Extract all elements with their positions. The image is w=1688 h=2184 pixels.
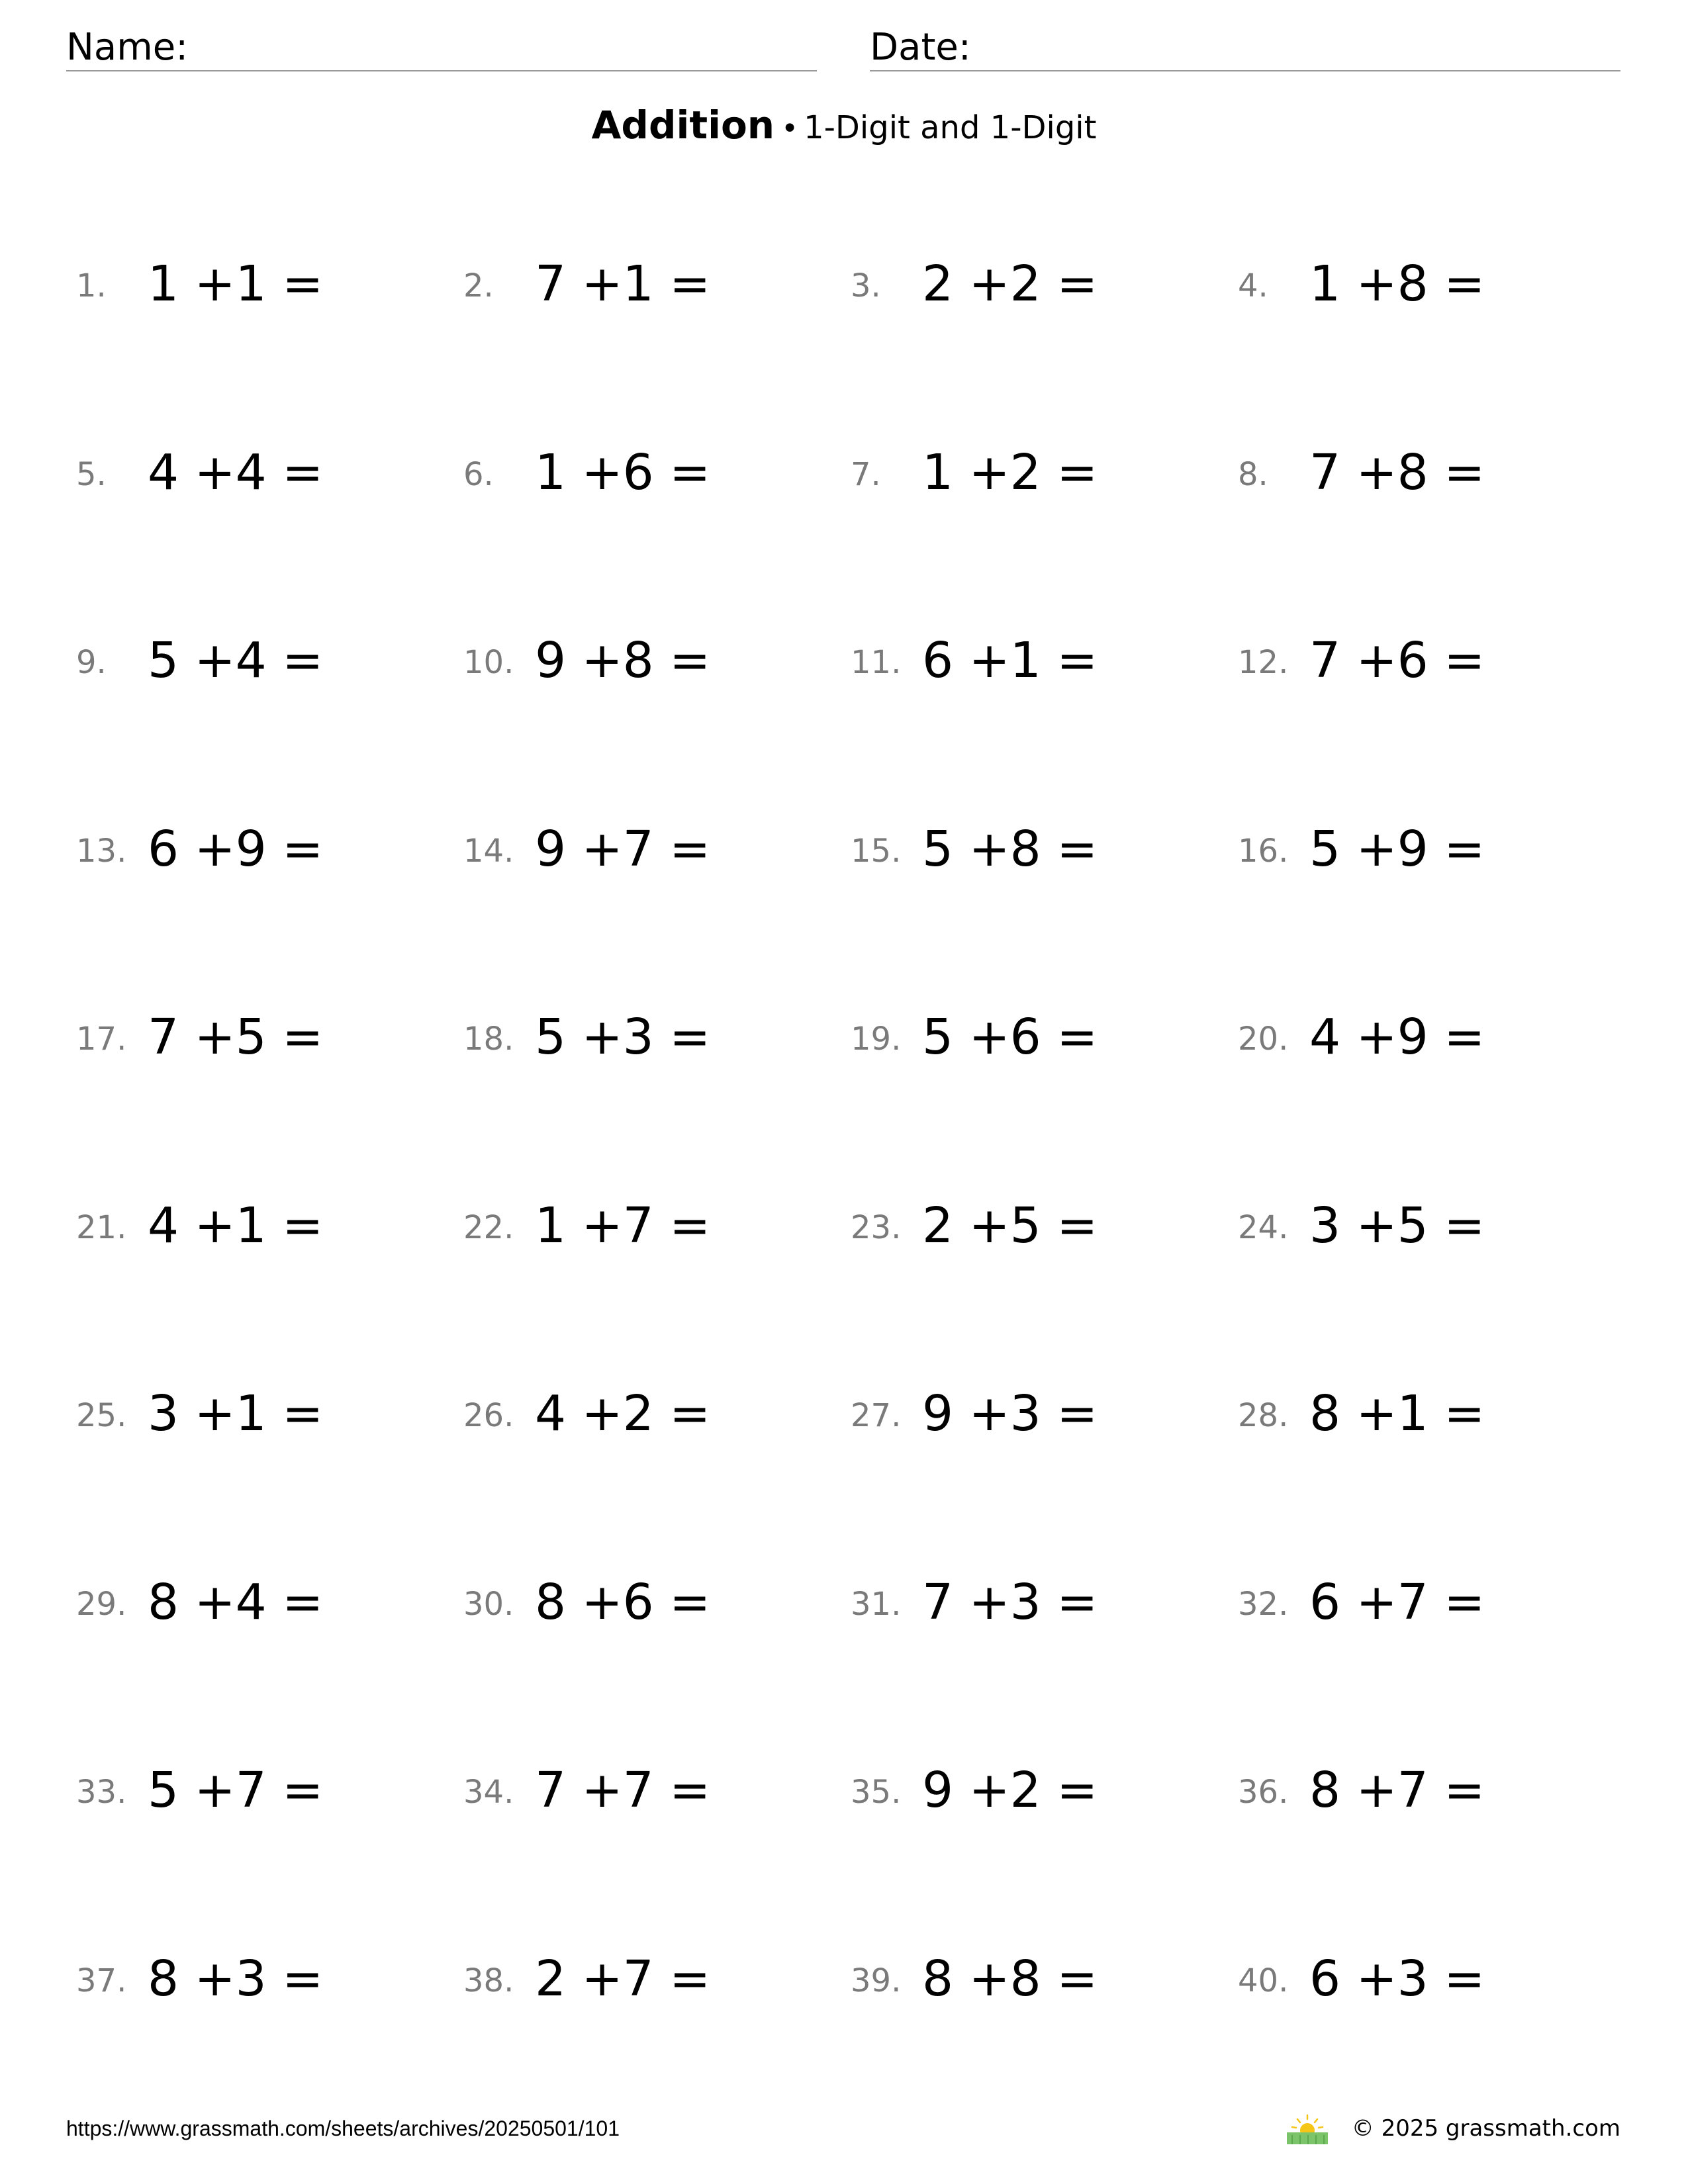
problem-number: 18. (463, 1021, 514, 1058)
problem-number: 19. (851, 1021, 902, 1058)
addend-a: 7 (535, 255, 567, 312)
addend-b: 9 (235, 821, 267, 878)
problem-number: 39. (851, 1962, 902, 1999)
addend-b: 2 (622, 1385, 654, 1442)
worksheet-title (0, 103, 1688, 148)
addend-b: 4 (235, 632, 267, 689)
plus-sign: + (581, 1009, 623, 1066)
problem-expression (535, 255, 711, 312)
addend-b: 1 (622, 255, 654, 312)
addend-b: 5 (235, 1009, 267, 1066)
addend-b: 7 (622, 821, 654, 878)
equals-sign: = (1056, 1950, 1098, 2007)
addend-b: 6 (622, 444, 654, 501)
problem-expression (535, 1385, 711, 1442)
problem-expression (1309, 255, 1485, 312)
plus-sign: + (194, 1197, 236, 1254)
addend-b: 2 (1009, 255, 1041, 312)
problem-expression (1309, 1574, 1485, 1631)
plus-sign: + (1356, 821, 1397, 878)
plus-sign: + (194, 1574, 236, 1631)
plus-sign: + (581, 1762, 623, 1819)
problem-expression (1309, 1385, 1485, 1442)
problem-number: 13. (76, 833, 127, 870)
problem-number: 32. (1238, 1586, 1289, 1623)
problem-number: 33. (76, 1774, 127, 1811)
problem-number: 10. (463, 644, 514, 681)
name-field[interactable] (66, 19, 817, 71)
problem-expression (1309, 1762, 1485, 1819)
addend-a: 7 (1309, 632, 1341, 689)
problem-number: 35. (851, 1774, 902, 1811)
equals-sign: = (1056, 444, 1098, 501)
problem-number: 20. (1238, 1021, 1289, 1058)
plus-sign: + (194, 632, 236, 689)
addend-a: 3 (1309, 1197, 1341, 1254)
plus-sign: + (194, 1385, 236, 1442)
equals-sign: = (1056, 1385, 1098, 1442)
addend-b: 3 (235, 1950, 267, 2007)
plus-sign: + (1356, 444, 1397, 501)
problem-expression (148, 255, 324, 312)
date-field[interactable] (870, 19, 1620, 71)
equals-sign: = (1444, 444, 1485, 501)
problem-number: 8. (1238, 456, 1268, 493)
problem-number: 9. (76, 644, 107, 681)
problem-expression (148, 1762, 324, 1819)
problem-expression (922, 632, 1098, 689)
addend-b: 7 (235, 1762, 267, 1819)
plus-sign: + (968, 444, 1010, 501)
addend-b: 6 (1397, 632, 1429, 689)
addend-b: 5 (1009, 1197, 1041, 1254)
problem-expression (148, 1950, 324, 2007)
addend-a: 8 (535, 1574, 567, 1631)
equals-sign: = (1444, 1009, 1485, 1066)
addend-a: 7 (535, 1762, 567, 1819)
addend-b: 7 (1397, 1574, 1429, 1631)
equals-sign: = (1056, 1762, 1098, 1819)
problem-expression (922, 1762, 1098, 1819)
plus-sign: + (1356, 1197, 1397, 1254)
plus-sign: + (581, 1950, 623, 2007)
addend-a: 1 (535, 444, 567, 501)
addend-a: 4 (1309, 1009, 1341, 1066)
addend-a: 6 (922, 632, 954, 689)
problem-number: 17. (76, 1021, 127, 1058)
addend-b: 6 (622, 1574, 654, 1631)
equals-sign: = (669, 1950, 711, 2007)
problem-number: 15. (851, 833, 902, 870)
equals-sign: = (282, 632, 324, 689)
addend-b: 8 (1397, 255, 1429, 312)
addend-b: 9 (1397, 1009, 1429, 1066)
problem-expression (922, 821, 1098, 878)
problem-number: 22. (463, 1209, 514, 1246)
equals-sign: = (1444, 821, 1485, 878)
plus-sign: + (194, 821, 236, 878)
addend-b: 8 (1397, 444, 1429, 501)
addend-a: 6 (1309, 1574, 1341, 1631)
problem-number: 5. (76, 456, 107, 493)
problem-expression (535, 821, 711, 878)
addend-a: 9 (535, 632, 567, 689)
addend-a: 8 (1309, 1762, 1341, 1819)
plus-sign: + (581, 1197, 623, 1254)
addend-b: 8 (1009, 821, 1041, 878)
plus-sign: + (968, 255, 1010, 312)
equals-sign: = (282, 1950, 324, 2007)
addend-a: 5 (148, 632, 179, 689)
problem-expression (535, 1009, 711, 1066)
equals-sign: = (282, 1574, 324, 1631)
addend-a: 5 (922, 821, 954, 878)
footer-brand (1286, 2113, 1620, 2144)
problem-number: 36. (1238, 1774, 1289, 1811)
equals-sign: = (1056, 1197, 1098, 1254)
problem-expression (922, 1385, 1098, 1442)
addend-b: 4 (235, 1574, 267, 1631)
problem-number: 31. (851, 1586, 902, 1623)
addend-b: 2 (1009, 444, 1041, 501)
equals-sign: = (1056, 1009, 1098, 1066)
problem-expression (922, 1574, 1098, 1631)
plus-sign: + (194, 255, 236, 312)
equals-sign: = (1444, 632, 1485, 689)
problem-expression (535, 632, 711, 689)
equals-sign: = (1444, 1574, 1485, 1631)
plus-sign: + (1356, 1950, 1397, 2007)
equals-sign: = (282, 255, 324, 312)
problem-expression (535, 1574, 711, 1631)
plus-sign: + (194, 444, 236, 501)
problem-number: 1. (76, 267, 107, 304)
addend-b: 7 (622, 1197, 654, 1254)
addend-a: 9 (922, 1385, 954, 1442)
problem-expression (922, 255, 1098, 312)
footer-url: https://www.grassmath.com/sheets/archives/20250501/101 (66, 2116, 620, 2140)
equals-sign: = (1444, 1950, 1485, 2007)
addend-a: 2 (535, 1950, 567, 2007)
addend-b: 6 (1009, 1009, 1041, 1066)
date-label: Date: (870, 26, 971, 69)
equals-sign: = (282, 444, 324, 501)
plus-sign: + (194, 1950, 236, 2007)
problem-expression (148, 444, 324, 501)
addend-a: 8 (148, 1574, 179, 1631)
problem-number: 26. (463, 1397, 514, 1434)
addend-a: 5 (148, 1762, 179, 1819)
equals-sign: = (282, 1762, 324, 1819)
addend-b: 7 (622, 1950, 654, 2007)
equals-sign: = (669, 821, 711, 878)
addend-a: 9 (535, 821, 567, 878)
addend-b: 3 (1009, 1574, 1041, 1631)
problem-expression (922, 1197, 1098, 1254)
plus-sign: + (581, 821, 623, 878)
problem-number: 2. (463, 267, 494, 304)
problem-expression (148, 1197, 324, 1254)
addend-a: 2 (922, 255, 954, 312)
problem-number: 6. (463, 456, 494, 493)
plus-sign: + (1356, 255, 1397, 312)
addend-a: 5 (1309, 821, 1341, 878)
problem-number: 7. (851, 456, 881, 493)
problem-number: 4. (1238, 267, 1268, 304)
equals-sign: = (282, 1009, 324, 1066)
problem-number: 37. (76, 1962, 127, 1999)
equals-sign: = (1056, 632, 1098, 689)
equals-sign: = (1056, 255, 1098, 312)
addend-a: 4 (148, 444, 179, 501)
addend-a: 6 (148, 821, 179, 878)
plus-sign: + (968, 1762, 1010, 1819)
equals-sign: = (1444, 1385, 1485, 1442)
equals-sign: = (669, 255, 711, 312)
problem-expression (1309, 444, 1485, 501)
addend-b: 5 (1397, 1197, 1429, 1254)
addend-b: 1 (1009, 632, 1041, 689)
title-separator: • (781, 112, 799, 146)
problem-expression (148, 1574, 324, 1631)
plus-sign: + (581, 1574, 623, 1631)
addend-b: 1 (235, 255, 267, 312)
plus-sign: + (581, 632, 623, 689)
addend-a: 1 (922, 444, 954, 501)
plus-sign: + (968, 1950, 1010, 2007)
addend-a: 1 (1309, 255, 1341, 312)
addend-b: 1 (235, 1385, 267, 1442)
plus-sign: + (581, 255, 623, 312)
equals-sign: = (669, 1009, 711, 1066)
problem-expression (922, 444, 1098, 501)
addend-a: 7 (922, 1574, 954, 1631)
addend-a: 9 (922, 1762, 954, 1819)
plus-sign: + (581, 1385, 623, 1442)
addend-a: 1 (148, 255, 179, 312)
problem-expression (1309, 1950, 1485, 2007)
addend-b: 3 (1397, 1950, 1429, 2007)
name-label: Name: (66, 26, 189, 69)
addend-a: 2 (922, 1197, 954, 1254)
problem-number: 23. (851, 1209, 902, 1246)
title-main: Addition (591, 103, 775, 148)
addend-b: 7 (1397, 1762, 1429, 1819)
title-subtitle: 1-Digit and 1-Digit (804, 109, 1097, 146)
problem-number: 3. (851, 267, 881, 304)
problem-expression (535, 1950, 711, 2007)
problem-expression (535, 1197, 711, 1254)
plus-sign: + (968, 632, 1010, 689)
addend-b: 1 (1397, 1385, 1429, 1442)
problem-number: 30. (463, 1586, 514, 1623)
problem-expression (1309, 821, 1485, 878)
equals-sign: = (669, 632, 711, 689)
addend-a: 8 (148, 1950, 179, 2007)
equals-sign: = (1444, 1762, 1485, 1819)
equals-sign: = (1444, 255, 1485, 312)
equals-sign: = (669, 1197, 711, 1254)
equals-sign: = (282, 1385, 324, 1442)
addend-a: 6 (1309, 1950, 1341, 2007)
equals-sign: = (669, 444, 711, 501)
addend-a: 7 (1309, 444, 1341, 501)
addend-a: 7 (148, 1009, 179, 1066)
problem-number: 29. (76, 1586, 127, 1623)
equals-sign: = (282, 821, 324, 878)
problem-number: 14. (463, 833, 514, 870)
addend-a: 1 (535, 1197, 567, 1254)
problem-expression (148, 1009, 324, 1066)
plus-sign: + (968, 1197, 1010, 1254)
plus-sign: + (968, 1385, 1010, 1442)
addend-a: 4 (148, 1197, 179, 1254)
addend-b: 4 (235, 444, 267, 501)
problem-expression (1309, 632, 1485, 689)
plus-sign: + (194, 1762, 236, 1819)
problem-expression (148, 821, 324, 878)
addend-b: 1 (235, 1197, 267, 1254)
addend-b: 9 (1397, 821, 1429, 878)
addend-a: 3 (148, 1385, 179, 1442)
plus-sign: + (1356, 632, 1397, 689)
addend-a: 5 (922, 1009, 954, 1066)
addend-b: 8 (622, 632, 654, 689)
addend-a: 4 (535, 1385, 567, 1442)
plus-sign: + (194, 1009, 236, 1066)
sun-over-grass-icon (1286, 2113, 1329, 2144)
problem-number: 28. (1238, 1397, 1289, 1434)
equals-sign: = (1444, 1197, 1485, 1254)
equals-sign: = (282, 1197, 324, 1254)
addend-b: 3 (622, 1009, 654, 1066)
plus-sign: + (968, 1009, 1010, 1066)
equals-sign: = (669, 1385, 711, 1442)
plus-sign: + (1356, 1574, 1397, 1631)
problem-number: 11. (851, 644, 902, 681)
problem-number: 25. (76, 1397, 127, 1434)
problem-number: 38. (463, 1962, 514, 1999)
plus-sign: + (968, 1574, 1010, 1631)
problem-expression (922, 1009, 1098, 1066)
problem-expression (1309, 1009, 1485, 1066)
plus-sign: + (968, 821, 1010, 878)
problem-number: 40. (1238, 1962, 1289, 1999)
problem-number: 21. (76, 1209, 127, 1246)
plus-sign: + (581, 444, 623, 501)
equals-sign: = (1056, 821, 1098, 878)
problem-expression (922, 1950, 1098, 2007)
plus-sign: + (1356, 1762, 1397, 1819)
equals-sign: = (669, 1762, 711, 1819)
addend-b: 7 (622, 1762, 654, 1819)
addend-b: 8 (1009, 1950, 1041, 2007)
footer-copyright: © 2025 grassmath.com (1351, 2115, 1620, 2142)
addend-a: 8 (922, 1950, 954, 2007)
problem-number: 16. (1238, 833, 1289, 870)
plus-sign: + (1356, 1385, 1397, 1442)
problem-number: 34. (463, 1774, 514, 1811)
addend-a: 5 (535, 1009, 567, 1066)
problem-expression (535, 1762, 711, 1819)
problem-number: 27. (851, 1397, 902, 1434)
problem-number: 12. (1238, 644, 1289, 681)
plus-sign: + (1356, 1009, 1397, 1066)
problem-expression (1309, 1197, 1485, 1254)
equals-sign: = (1056, 1574, 1098, 1631)
addend-b: 3 (1009, 1385, 1041, 1442)
problem-expression (535, 444, 711, 501)
problem-expression (148, 1385, 324, 1442)
problem-number: 24. (1238, 1209, 1289, 1246)
equals-sign: = (669, 1574, 711, 1631)
addend-a: 8 (1309, 1385, 1341, 1442)
problem-expression (148, 632, 324, 689)
addend-b: 2 (1009, 1762, 1041, 1819)
